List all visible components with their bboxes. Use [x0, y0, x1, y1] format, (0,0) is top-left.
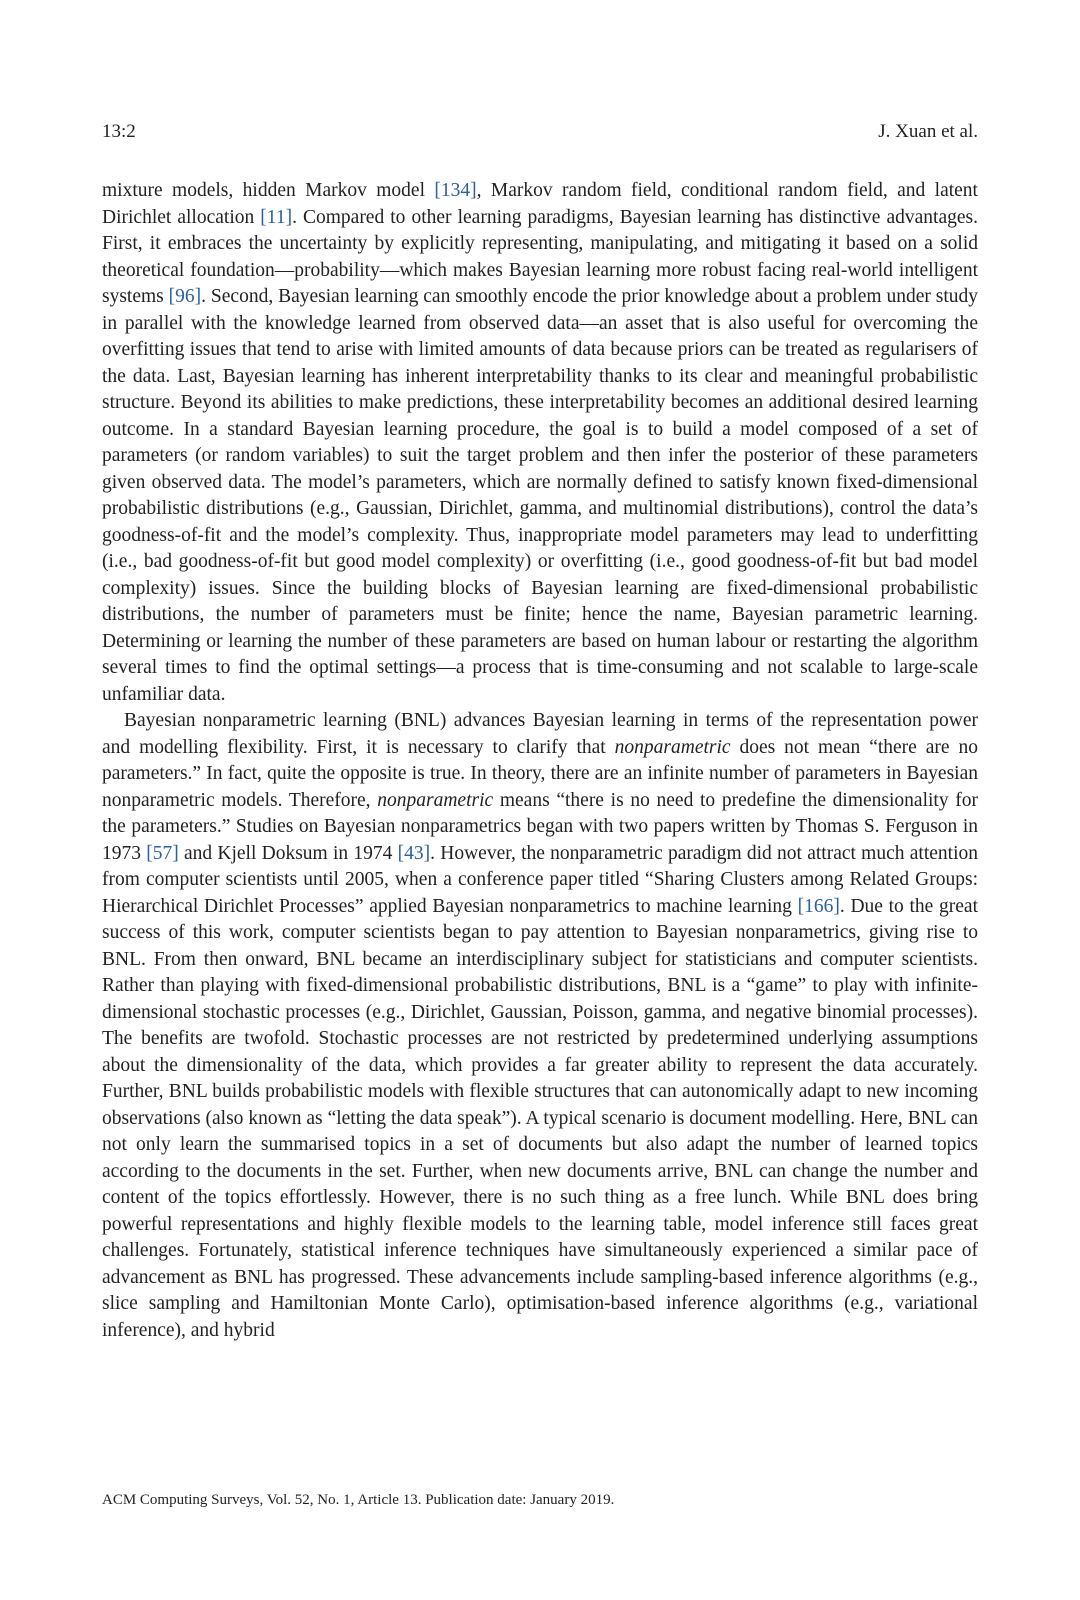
text-run: . Compared to other learning paradigms, Bayesian learning has distinctive advantages. First, it embraces the uncertainty by explicitly representing, manipulating, and mitigating it based on a solid theoretical foundation—probability—which makes Bayesian learning more robust facing real-world intelligent systems: [102, 206, 978, 307]
text-run: does not mean “there are no parameters.” In fact, quite the opposite is true. In theory, there are an infinite number of parameters in Bayesian nonparametric models. Therefore,: [102, 736, 978, 811]
text-run: . However, the nonparametric paradigm did not attract much attention from computer scientists until 2005, when a conference paper titled “Sharing Clusters among Related Groups: Hierarchical Dirichlet Processes” applied Bayesian nonparametrics to machine learning: [102, 842, 978, 917]
citation-link[interactable]: [57]: [146, 842, 179, 864]
running-header: [102, 120, 978, 144]
journal-footer: ACM Computing Surveys, Vol. 52, No. 1, Article 13. Publication date: January 2019.: [102, 1492, 615, 1508]
emphasized-term: nonparametric: [377, 789, 494, 811]
citation-link[interactable]: [134]: [434, 180, 477, 201]
page-number: 13:2: [102, 121, 136, 142]
running-authors: J. Xuan et al.: [878, 121, 978, 142]
paragraph-2: [102, 708, 978, 1344]
citation-link[interactable]: [166]: [797, 895, 840, 917]
citation-link[interactable]: [43]: [397, 842, 431, 864]
text-run: and Kjell Doksum in 1974: [178, 842, 398, 864]
paragraph-1: [102, 178, 978, 708]
citation-link[interactable]: [11]: [260, 206, 293, 228]
text-run: . Due to the great success of this work, computer scientists began to pay attention to Bayesian nonparametrics, giving rise to BNL. From then onward, BNL became an interdisciplinary subject for statisticians and computer scientists. Rather than playing with fixed-dimensional probabilistic distributions, BNL is a “game” to play with infinite-dimensional stochastic processes (e.g., Dirichlet, Gaussian, Poisson, gamma, and negative binomial processes). The benefits are twofold. Stochastic processes are not restricted by predetermined underlying assumptions about the dimensionality of the data, which provides a far greater ability to represent the data accurately. Further, BNL builds probabilistic models with flexible structures that can autonomically adapt to new incoming observations (also known as “letting the data speak”). A typical scenario is document modelling. Here, BNL can not only learn the summarised topics in a set of documents but also adapt the number of learned topics according to the documents in the set. Further, when new documents arrive, BNL can change the number and content of the topics effortlessly. However, there is no such thing as a free lunch. While BNL does bring powerful representations and highly flexible models to the learning table, model inference still faces great challenges. Fortunately, statistical inference techniques have simultaneously experienced a similar pace of advancement as BNL has progressed. These advancements include sampling-based inference algorithms (e.g., slice sampling and Hamiltonian Monte Carlo), optimisation-based inference algorithms (e.g., variational inference), and hybrid: [102, 895, 979, 1341]
text-run: . Second, Bayesian learning can smoothly encode the prior knowledge about a problem under study in parallel with the knowledge learned from observed data—an asset that is also useful for overcoming the overfitting issues that tend to arise with limited amounts of data because priors can be treated as regularisers of the data. Last, Bayesian learning has inherent interpretability thanks to its clear and meaningful probabilistic structure. Beyond its abilities to make predictions, these interpretability becomes an additional desired learning outcome. In a standard Bayesian learning procedure, the goal is to build a model composed of a set of parameters (or random variables) to suit the target problem and then infer the posterior of these parameters given observed data. The model’s parameters, which are normally defined to satisfy known fixed-dimensional probabilistic distributions (e.g., Gaussian, Dirichlet, gamma, and multinomial distributions), control the data’s goodness-of-fit and the model’s complexity. Thus, inappropriate model parameters may lead to underfitting (i.e., bad goodness-of-fit but good model complexity) or overfitting (i.e., good goodness-of-fit but bad model complexity) issues. Since the building blocks of Bayesian learning are fixed-dimensional probabilistic distributions, the number of parameters must be finite; hence the name, Bayesian parametric learning. Determining or learning the number of these parameters are based on human labour or restarting the algorithm several times to find the optimal settings—a process that is time-consuming and not scalable to large-scale unfamiliar data.: [102, 286, 978, 705]
text-run: , Markov random field, conditional random field, and latent Dirichlet allocation: [102, 180, 978, 228]
text-run: mixture models, hidden Markov model: [102, 180, 435, 201]
citation-link[interactable]: [96]: [168, 286, 202, 307]
text-run: Bayesian nonparametric learning (BNL) advances Bayesian learning in terms of the representation power and modelling flexibility. First, it is necessary to clarify that: [102, 710, 978, 758]
text-run: means “there is no need to predefine the dimensionality for the parameters.” Studies on Bayesian nonparametrics began with two papers written by Thomas S. Ferguson in 1973: [102, 789, 978, 864]
body-text: [102, 178, 978, 1344]
emphasized-term: nonparametric: [614, 736, 731, 758]
